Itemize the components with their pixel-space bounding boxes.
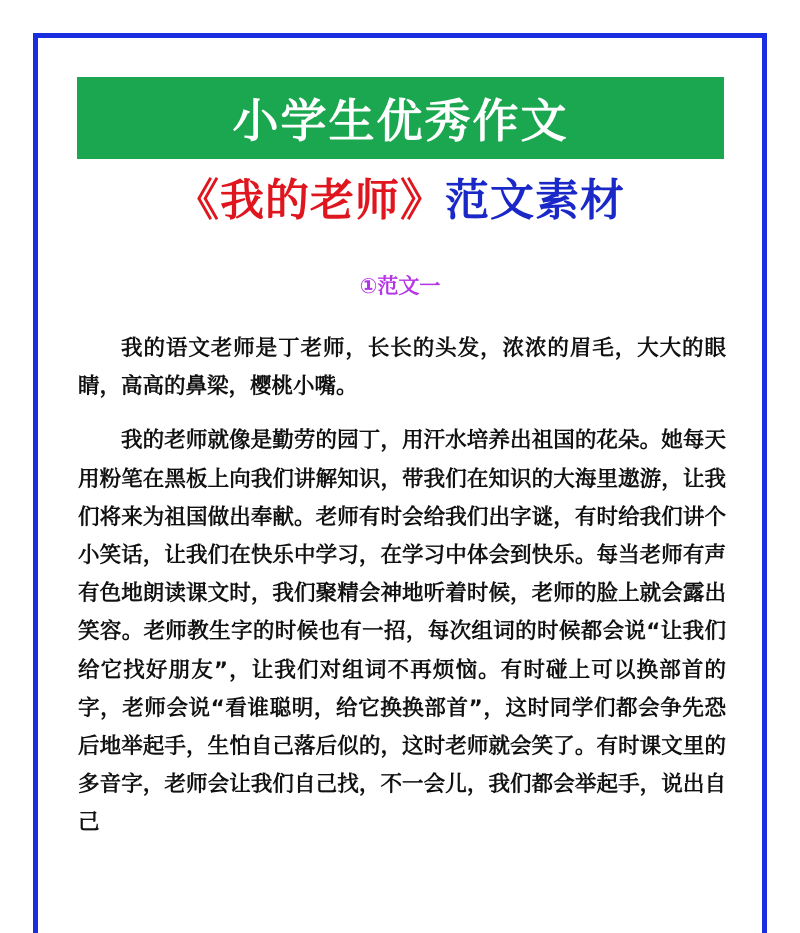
section-label: ①范文一 — [359, 274, 441, 298]
essay-body — [78, 330, 726, 859]
subtitle-title-part: 《我的老师》 — [175, 175, 445, 226]
essay-paragraph-2: 我的老师就像是勤劳的园丁，用汗水培养出祖国的花朵。她每天用粉笔在黑板上向我们讲解知识，带我们在知识的大海里遨游，让我们将来为祖国做出奉献。老师有时会给我们出字谜，有时给我们讲个小笑话，让我们在快乐中学习，在学习中体会到快乐。每当老师有声有色地朗读课文时，我们聚精会神地听着时候，老师的脸上就会露出笑容。老师教生字的时候也有一招，每次组词的时候都会说“让我们给它找好朋友”，让我们对组词不再烦恼。有时碰上可以换部首的字，老师会说“看谁聪明，给它换换部首”，这时同学们都会争先恐后地举起手，生怕自己落后似的，这时老师就会笑了。有时课文里的多音字，老师会让我们自己找，不一会儿，我们都会举起手，说出自己 — [78, 428, 726, 836]
subtitle-material-part: 范文素材 — [445, 175, 625, 226]
title-banner — [77, 77, 724, 159]
banner-title: 小学生优秀作文 — [232, 94, 569, 148]
essay-paragraph-1: 我的语文老师是丁老师，长长的头发，浓浓的眉毛，大大的眼睛，高高的鼻梁，樱桃小嘴。 — [78, 336, 726, 400]
essay-subtitle — [0, 172, 800, 230]
